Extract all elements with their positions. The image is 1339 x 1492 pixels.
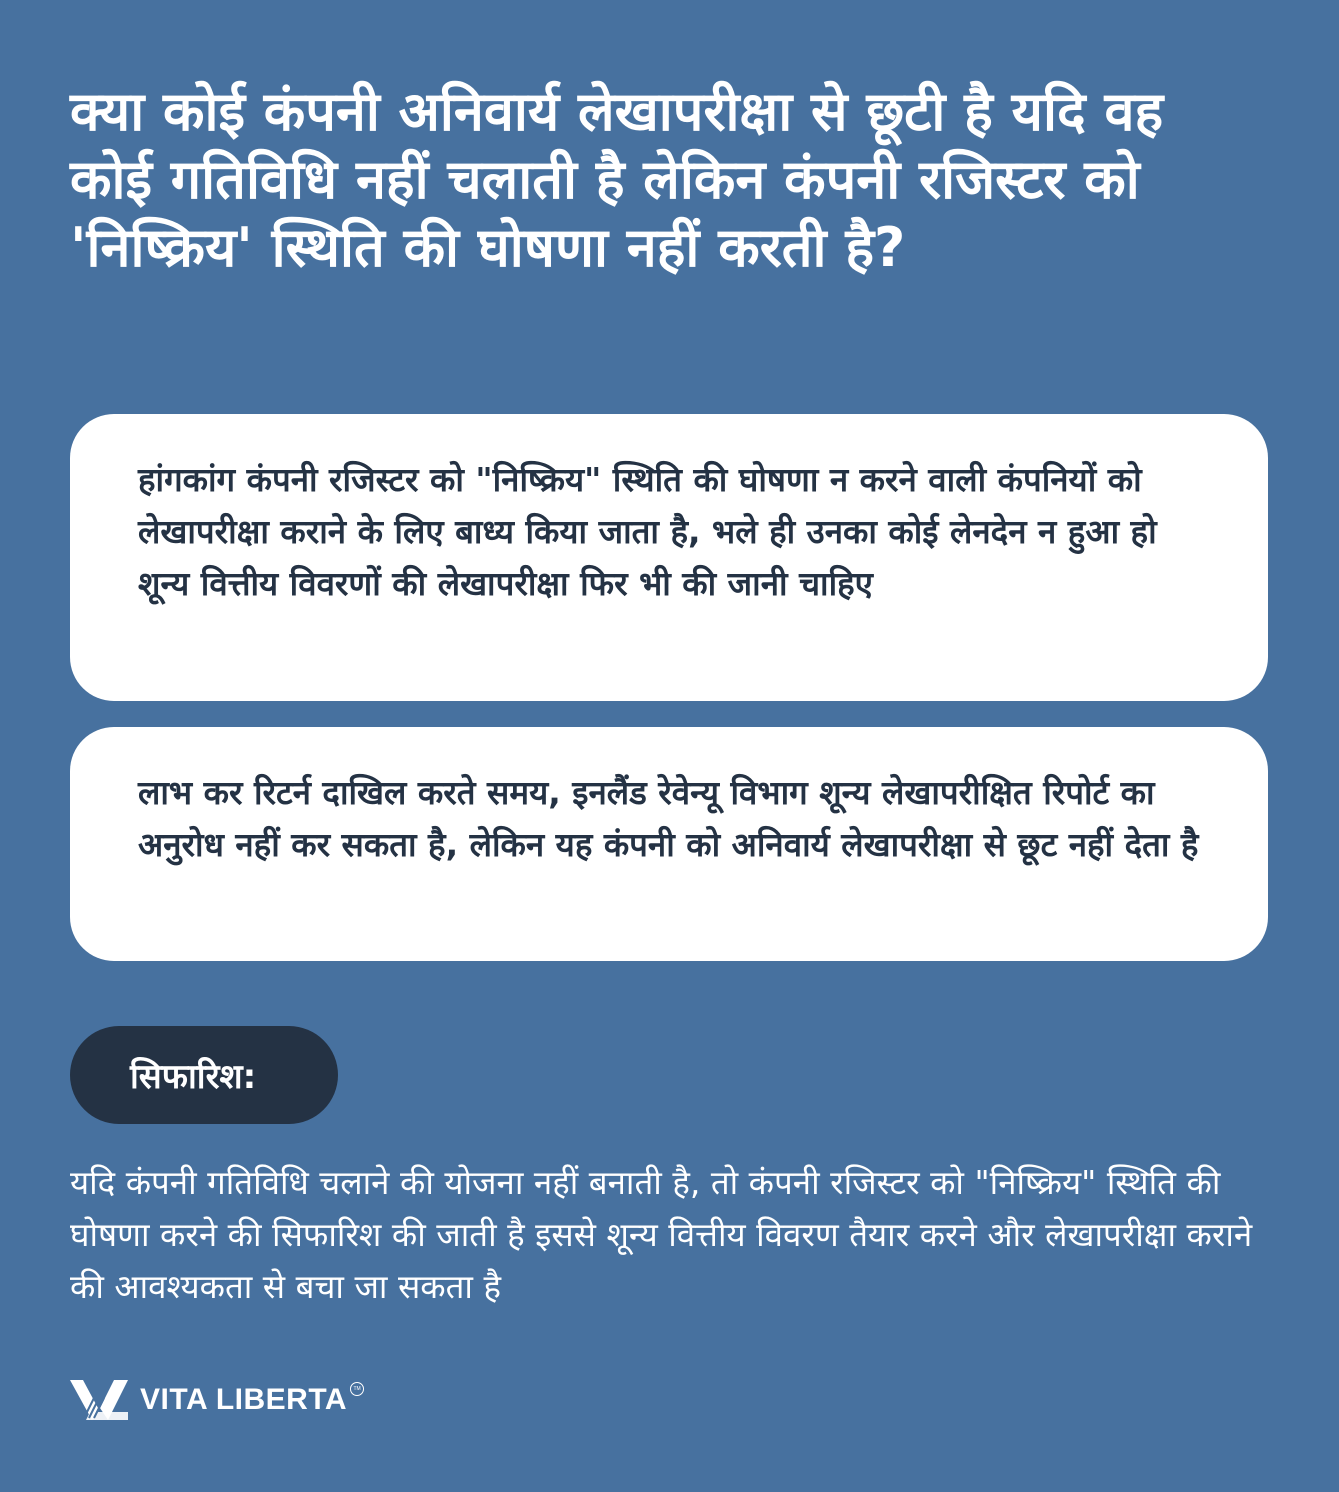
recommendation-text: यदि कंपनी गतिविधि चलाने की योजना नहीं बनाती है, तो कंपनी रजिस्टर को "निष्क्रिय" स्थिति की घोषणा करने की सिफारिश की जाती है इससे शून्य वित्तीय विवरण तैयार करने और लेखापरीक्षा कराने की आवश्यकता से बचा जा सकता है	[70, 1163, 1253, 1306]
trademark-mark: TM	[350, 1382, 364, 1396]
info-card-2	[70, 727, 1268, 961]
info-card-2-text: लाभ कर रिटर्न दाखिल करते समय, इनलैंड रेवेन्यू विभाग शून्य लेखापरीक्षित रिपोर्ट का अनुरोध नहीं कर सकता है, लेकिन यह कंपनी को अनिवार्य लेखापरीक्षा से छूट नहीं देता है	[138, 773, 1199, 864]
info-card-1	[70, 414, 1268, 701]
vl-logo-icon	[70, 1378, 130, 1422]
brand-name: VITA LIBERTA	[140, 1383, 348, 1416]
recommendation-badge	[70, 1026, 338, 1124]
info-card-1-text: हांगकांग कंपनी रजिस्टर को "निष्क्रिय" स्थिति की घोषणा न करने वाली कंपनियों को लेखापरीक्षा कराने के लिए बाध्य किया जाता है, भले ही उनका कोई लेनदेन न हुआ हो शून्य वित्तीय विवरणों की लेखापरीक्षा फिर भी की जानी चाहिए	[138, 460, 1157, 603]
recommendation-label: सिफारिश:	[130, 1057, 257, 1097]
brand-logo	[70, 1376, 364, 1424]
page-title: क्या कोई कंपनी अनिवार्य लेखापरीक्षा से छूटी है यदि वह कोई गतिविधि नहीं चलाती है लेकिन कंपनी रजिस्टर को 'निष्क्रिय' स्थिति की घोषणा नहीं करती है?	[70, 80, 1164, 279]
